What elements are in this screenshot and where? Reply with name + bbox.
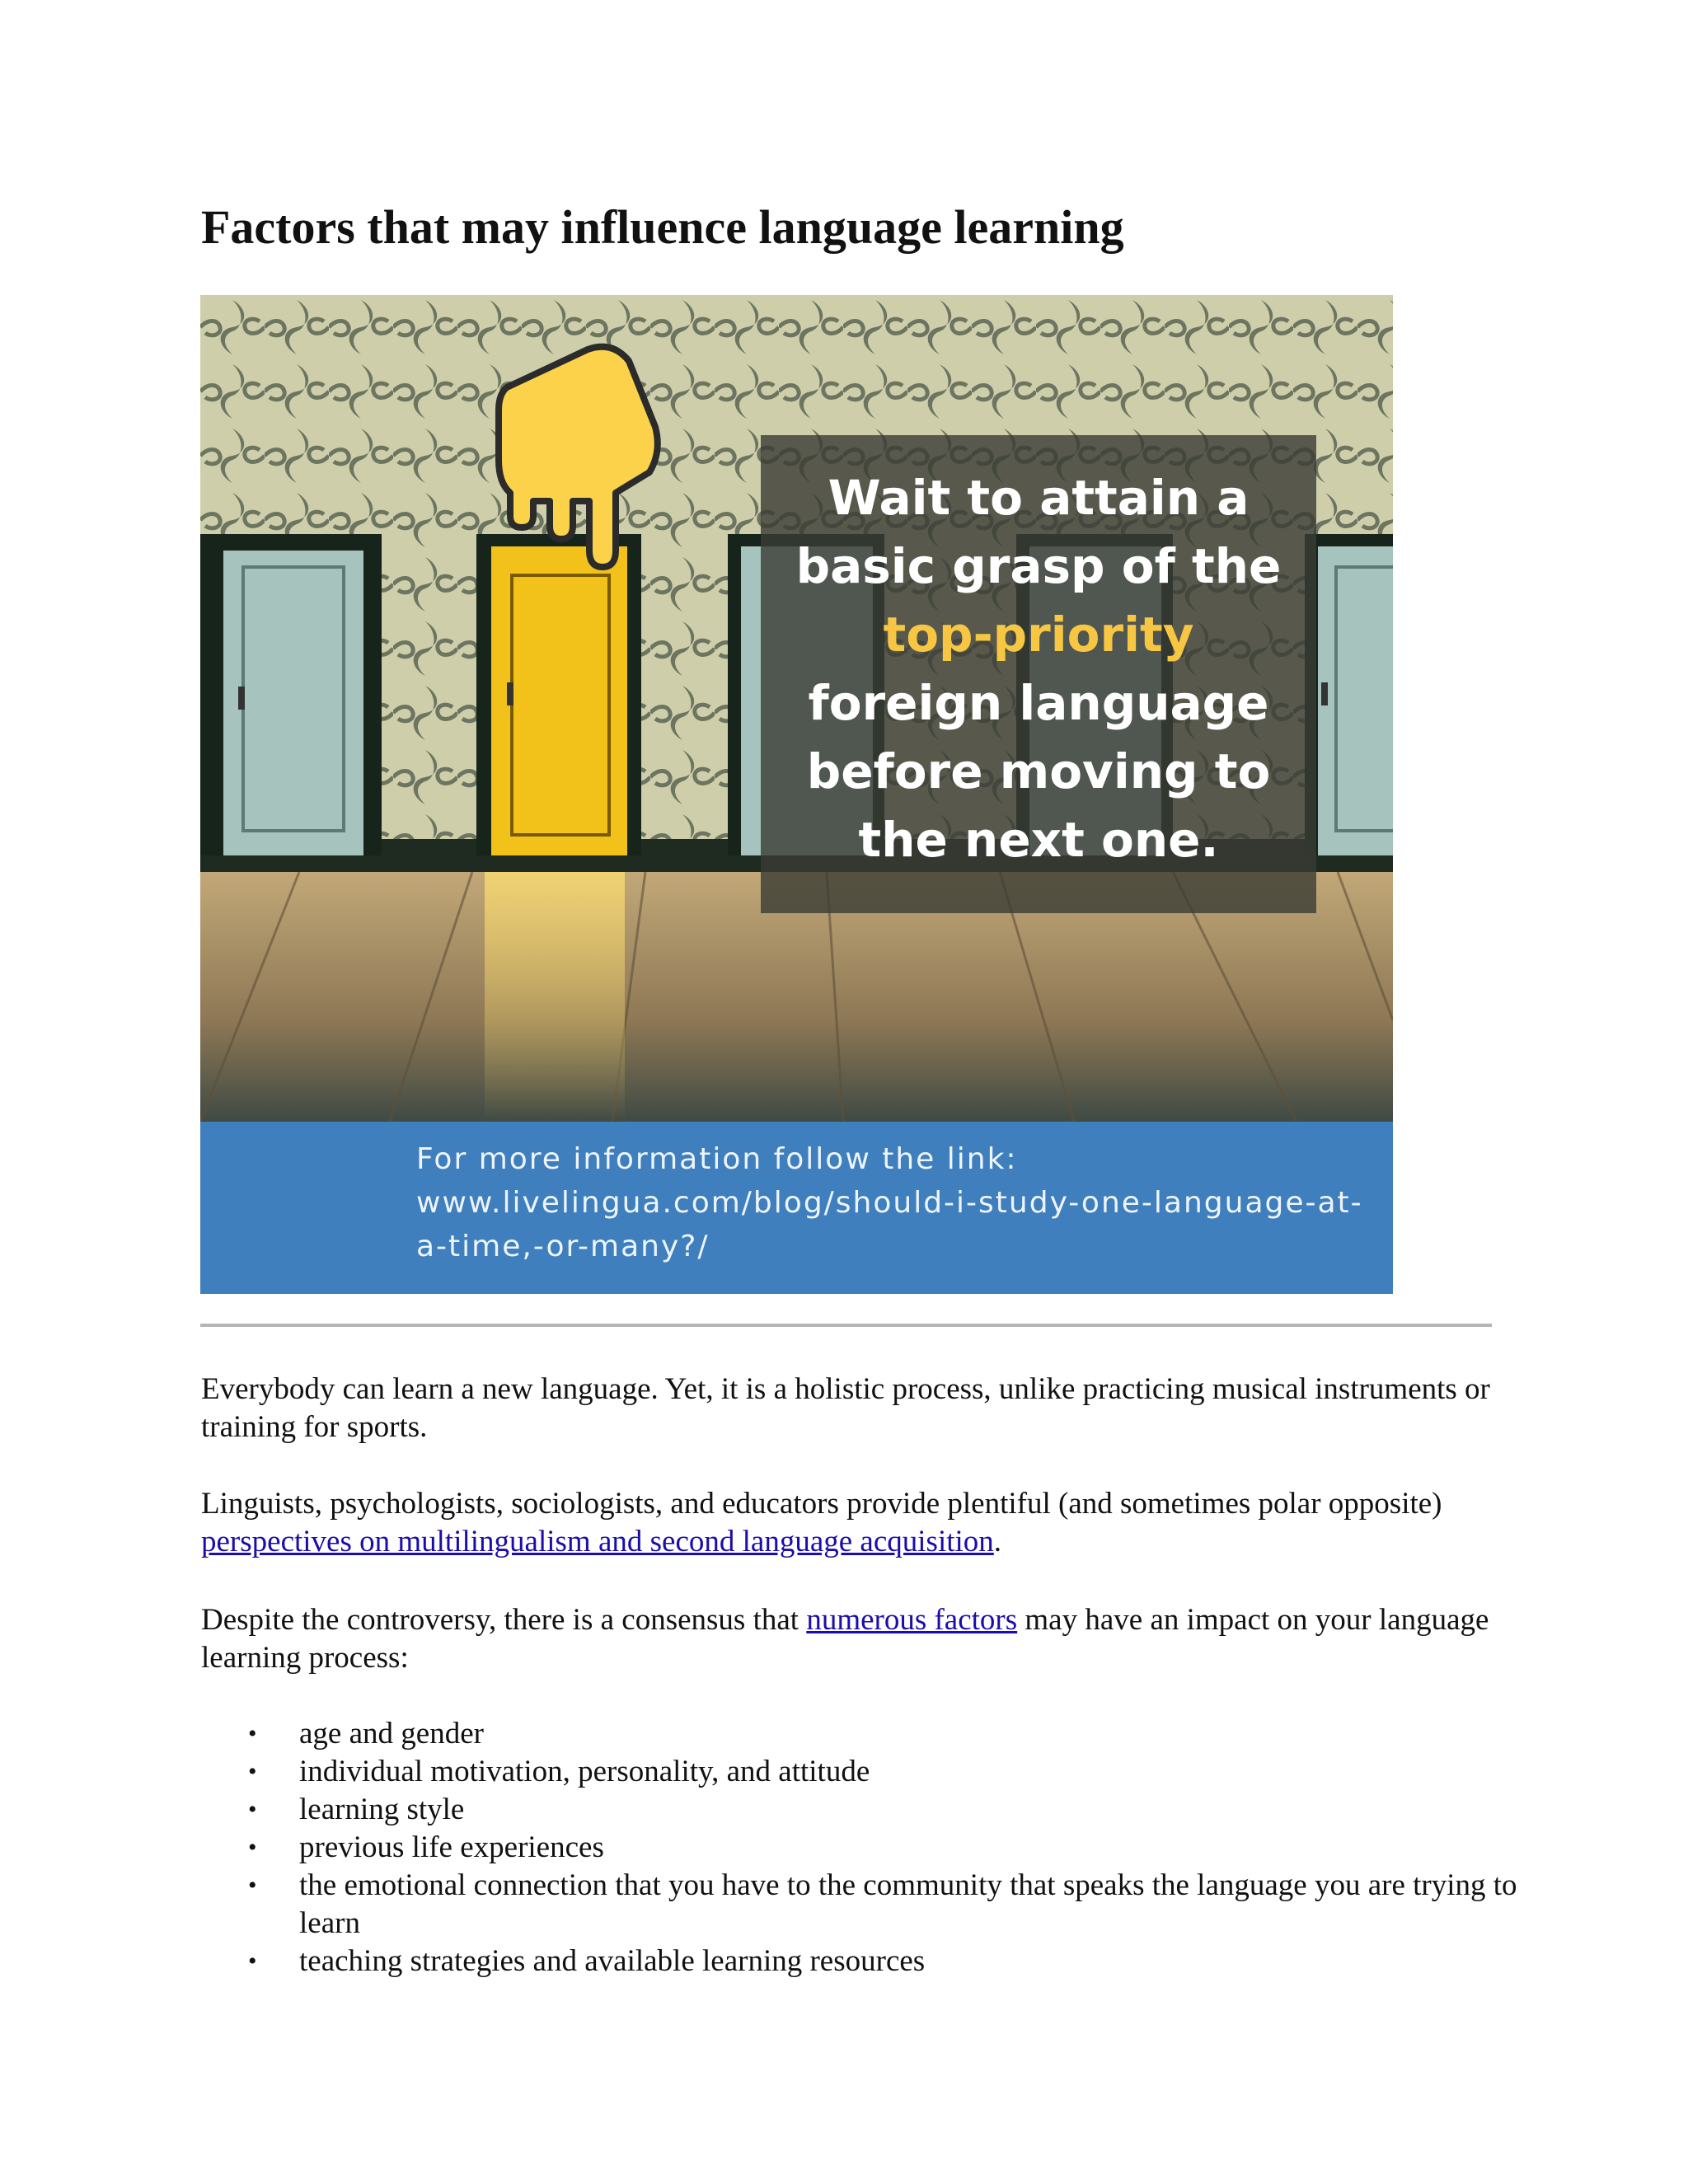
list-item bbox=[201, 1829, 1520, 1867]
paragraph-factors bbox=[201, 1601, 1503, 1677]
list-item-text: learning style bbox=[299, 1793, 465, 1826]
bullet-glyph: • bbox=[248, 1758, 257, 1785]
page-title: Factors that may influence language learning bbox=[201, 200, 1124, 254]
horizontal-divider bbox=[200, 1324, 1492, 1327]
paragraph-intro: Everybody can learn a new language. Yet, it is a holistic process, unlike practicing musical instruments or training for sports. bbox=[201, 1372, 1490, 1444]
quote-text bbox=[761, 464, 1316, 874]
multilingualism-link[interactable]: perspectives on multilingualism and second language acquisition bbox=[201, 1525, 994, 1558]
paragraph-text: . bbox=[993, 1525, 1002, 1558]
caption-line: www.livelingua.com/blog/should-i-study-one-language-at- bbox=[416, 1186, 1363, 1220]
factors-list bbox=[201, 1715, 1520, 1980]
quote-line: foreign language bbox=[808, 675, 1269, 731]
paragraph-perspectives bbox=[201, 1485, 1503, 1561]
quote-line: basic grasp of the bbox=[795, 538, 1282, 594]
bullet-glyph: • bbox=[248, 1796, 257, 1823]
bullet-glyph: • bbox=[248, 1872, 257, 1899]
list-item-text: the emotional connection that you have to the community that speaks the language you are trying to learn bbox=[299, 1868, 1517, 1940]
numerous-factors-link[interactable]: numerous factors bbox=[806, 1603, 1018, 1637]
quote-line-highlight: top-priority bbox=[883, 607, 1194, 663]
list-item bbox=[201, 1753, 1520, 1791]
paragraph-text: Linguists, psychologists, sociologists, and educators provide plentiful (and sometimes polar opposite) bbox=[201, 1487, 1442, 1521]
list-item-text: age and gender bbox=[299, 1717, 484, 1750]
list-item-text: teaching strategies and available learning resources bbox=[299, 1944, 926, 1978]
caption-line: For more information follow the link: bbox=[416, 1142, 1018, 1176]
quote-line: before moving to bbox=[806, 743, 1271, 799]
quote-line: the next one. bbox=[858, 812, 1219, 868]
quote-line: Wait to attain a bbox=[828, 470, 1250, 526]
bullet-glyph: • bbox=[248, 1947, 257, 1975]
list-item bbox=[201, 1867, 1520, 1943]
caption-text bbox=[416, 1137, 1364, 1268]
infographic-image bbox=[200, 295, 1393, 1294]
bullet-glyph: • bbox=[248, 1720, 257, 1747]
caption-line: a-time,-or-many?/ bbox=[416, 1230, 710, 1263]
list-item bbox=[201, 1943, 1520, 1980]
paragraph-text: may have an impact on your language learning process: bbox=[201, 1603, 1489, 1675]
list-item bbox=[201, 1715, 1520, 1753]
list-item-text: individual motivation, personality, and attitude bbox=[299, 1755, 870, 1788]
list-item bbox=[201, 1791, 1520, 1829]
paragraph-text: Despite the controversy, there is a consensus that bbox=[201, 1603, 807, 1637]
bullet-glyph: • bbox=[248, 1834, 257, 1861]
list-item-text: previous life experiences bbox=[299, 1830, 604, 1864]
